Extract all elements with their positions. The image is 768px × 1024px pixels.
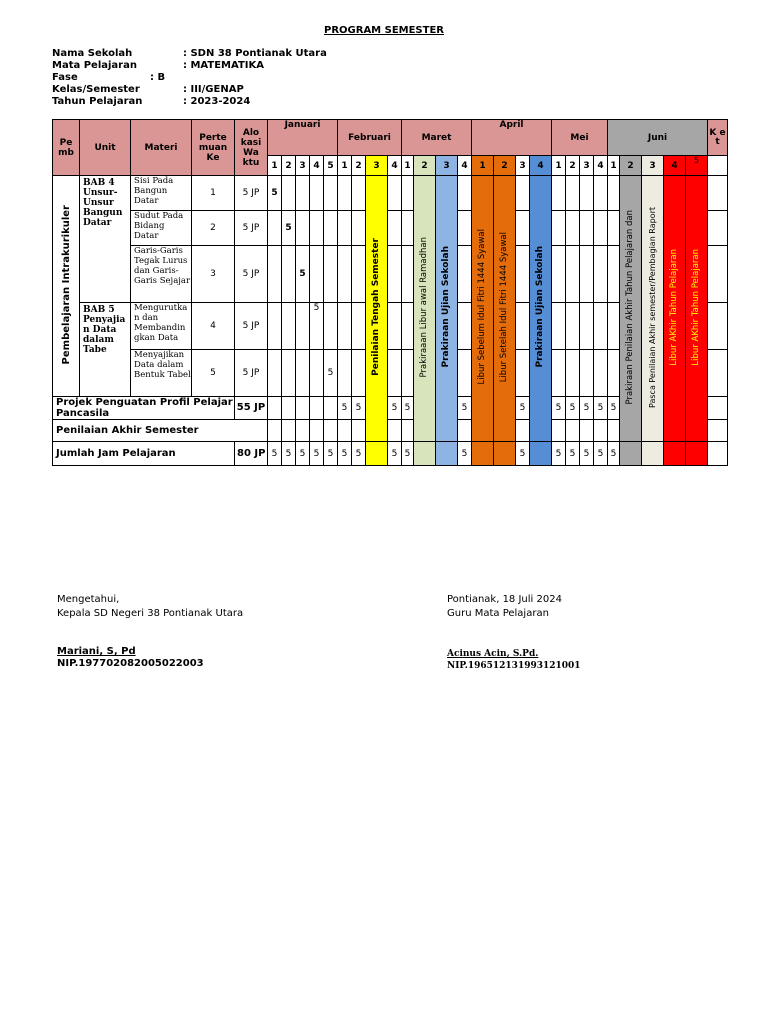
event-pasca-label: Pasca Penilaian Akhir semester/Pembagian Raport (648, 206, 657, 408)
event-us2 (530, 176, 552, 442)
jumlah-label: Jumlah Jam Pelajaran (53, 442, 235, 466)
materi-cell: Menyajikan Data dalam Bentuk Tabel (131, 350, 192, 397)
event-pasca (642, 176, 664, 442)
week-number: 5 (324, 156, 338, 176)
info-label: Tahun Pelajaran (52, 96, 143, 107)
week-value: 5 (552, 397, 566, 420)
week-number: 3 (642, 156, 664, 176)
event-idul2 (494, 176, 516, 442)
week-number: 1 (608, 156, 620, 176)
info-label: Nama Sekolah (52, 48, 133, 59)
pertemuan-cell: 4 (192, 303, 235, 350)
col-header-pertemuan: Perte muan Ke (192, 120, 235, 176)
info-value: : SDN 38 Pontianak Utara (183, 48, 327, 59)
jumlah-alokasi: 80 JP (235, 442, 268, 466)
week-value: 5 (268, 442, 282, 466)
week-number: 4 (310, 156, 324, 176)
week-number: 4 (458, 156, 472, 176)
week-value: 5 (402, 442, 414, 466)
col-header-unit: Unit (80, 120, 131, 176)
pertemuan-cell: 1 (192, 176, 235, 211)
week-value: 5 (310, 303, 324, 350)
signature-right-line2: Guru Mata Pelajaran (447, 608, 549, 619)
week-value: 5 (296, 442, 310, 466)
signature-right-line1: Pontianak, 18 Juli 2024 (447, 594, 562, 605)
event-ramadhan (414, 176, 436, 442)
week-value: 5 (566, 397, 580, 420)
alokasi-cell: 5 JP (235, 246, 268, 303)
teacher-name: Acinus Acin, S.Pd. (447, 649, 539, 659)
week-number: 1 (268, 156, 282, 176)
week-value: 5 (268, 176, 282, 211)
info-value: : III/GENAP (183, 84, 244, 95)
week-value: 5 (296, 246, 310, 303)
month-juni: Juni (608, 120, 708, 156)
pertemuan-cell: 3 (192, 246, 235, 303)
event-pat-label: Prakiraan Penilaian Akhir Tahun Pelajaran dan (625, 209, 635, 405)
side-label: Pembelajaran Intrakurikuler (60, 204, 72, 365)
week-value: 5 (402, 397, 414, 420)
col-header-materi: Materi (131, 120, 192, 176)
unit-bab4: BAB 4 Unsur-Unsur Bangun Datar (80, 176, 131, 303)
week-value: 5 (608, 442, 620, 466)
teacher-nip: NIP.196512131993121001 (447, 661, 581, 671)
week-value: 5 (580, 442, 594, 466)
libur-top-value: 5 (686, 156, 708, 176)
week-value: 5 (594, 397, 608, 420)
week-value: 5 (324, 350, 338, 397)
pertemuan-cell: 5 (192, 350, 235, 397)
week-number: 1 (472, 156, 494, 176)
event-pts (366, 176, 388, 442)
unit-bab5: BAB 5 Penyajia n Data dalam Tabe (80, 303, 131, 397)
principal-name: Mariani, S, Pd (57, 646, 136, 657)
info-label: Fase (52, 72, 78, 83)
materi-cell: Garis-Garis Tegak Lurus dan Garis-Garis Sejajar (131, 246, 192, 303)
week-number: 2 (282, 156, 296, 176)
event-us1 (436, 176, 458, 442)
materi-cell: Sisi Pada Bangun Datar (131, 176, 192, 211)
signature-left-line2: Kepala SD Negeri 38 Pontianak Utara (57, 608, 244, 619)
week-number: 2 (414, 156, 436, 176)
week-number: 4 (530, 156, 552, 176)
month-februari: Februari (338, 120, 402, 156)
alokasi-cell: 5 JP (235, 211, 268, 246)
signature-left (57, 593, 243, 621)
event-libur1-label: Libur AKhir Tahun Pelajaran (669, 248, 679, 366)
info-value: : MATEMATIKA (183, 60, 264, 71)
week-value: 5 (338, 442, 352, 466)
signature-left-name-block (57, 646, 204, 670)
schedule-table (52, 119, 728, 466)
event-us1-label: Prakiraan Ujian Sekolah (441, 246, 451, 368)
info-value: : 2023-2024 (183, 96, 251, 107)
materi-cell: Sudut Pada Bidang Datar (131, 211, 192, 246)
week-number: 3 (296, 156, 310, 176)
month-maret: Maret (402, 120, 472, 156)
ket-cell (708, 156, 728, 176)
materi-cell: Mengurutka n dan Membandin gkan Data (131, 303, 192, 350)
week-value: 5 (458, 442, 472, 466)
month-januari: Januari (268, 120, 338, 156)
week-value: 5 (282, 211, 296, 246)
week-number: 3 (436, 156, 458, 176)
week-number: 4 (594, 156, 608, 176)
event-libur2-label: Libur AKhir Tahun Pelajaran (691, 248, 701, 366)
alokasi-cell: 5 JP (235, 303, 268, 350)
week-value: 5 (338, 397, 352, 420)
pas-label: Penilaian Akhir Semester (53, 420, 268, 442)
week-number: 2 (620, 156, 642, 176)
event-idul1 (472, 176, 494, 442)
week-value: 5 (352, 442, 366, 466)
week-number: 3 (366, 156, 388, 176)
week-value: 5 (516, 397, 530, 420)
pertemuan-cell: 2 (192, 211, 235, 246)
week-value: 5 (458, 397, 472, 420)
signature-left-line1: Mengetahui, (57, 594, 120, 605)
week-number: 4 (388, 156, 402, 176)
week-value: 5 (516, 442, 530, 466)
month-mei: Mei (552, 120, 608, 156)
alokasi-cell: 5 JP (235, 350, 268, 397)
event-ramadhan-label: Prakiraaan Libur awal Ramadhan (419, 236, 429, 378)
alokasi-cell: 5 JP (235, 176, 268, 211)
event-pat (620, 176, 642, 442)
week-number: 3 (580, 156, 594, 176)
week-number: 3 (516, 156, 530, 176)
signature-right (447, 593, 562, 621)
week-number: 2 (494, 156, 516, 176)
info-value: : B (150, 72, 166, 83)
event-idul2-label: Libur Setelah Idul Fitri 1444 Syawal (499, 231, 509, 383)
week-value: 5 (310, 442, 324, 466)
week-number: 4 (664, 156, 686, 176)
page-title: PROGRAM SEMESTER (324, 25, 444, 36)
projek-alokasi: 55 JP (235, 397, 268, 420)
week-number: 2 (566, 156, 580, 176)
week-value: 5 (566, 442, 580, 466)
col-header-ket: K e t (708, 120, 728, 156)
event-us2-label: Prakiraan Ujian Sekolah (535, 246, 545, 368)
week-value: 5 (608, 397, 620, 420)
month-april: April (472, 120, 552, 156)
week-number: 2 (352, 156, 366, 176)
week-number: 1 (552, 156, 566, 176)
side-label-cell (53, 176, 80, 397)
col-header-pemb: Pe mb (53, 120, 80, 176)
signature-right-name-block (447, 648, 581, 672)
week-value: 5 (324, 442, 338, 466)
week-value: 5 (388, 442, 402, 466)
week-number: 1 (402, 156, 414, 176)
info-label: Mata Pelajaran (52, 60, 137, 71)
projek-label: Projek Penguatan Profil Pelajar Pancasila (53, 397, 235, 420)
week-value: 5 (282, 442, 296, 466)
event-libur1 (664, 176, 686, 442)
week-number: 1 (338, 156, 352, 176)
col-header-alokasi: Alo kasi Wa ktu (235, 120, 268, 176)
week-value: 5 (552, 442, 566, 466)
event-idul1-label: Libur Sebelum Idul Fitri 1444 Syawal (477, 229, 487, 385)
week-value: 5 (594, 442, 608, 466)
event-pts-label: Penilaian Tengah Semester (371, 238, 381, 376)
principal-nip: NIP.197702082005022003 (57, 658, 204, 669)
week-value: 5 (352, 397, 366, 420)
info-label: Kelas/Semester (52, 84, 140, 95)
week-value: 5 (388, 397, 402, 420)
event-libur2 (686, 176, 708, 442)
week-value: 5 (580, 397, 594, 420)
